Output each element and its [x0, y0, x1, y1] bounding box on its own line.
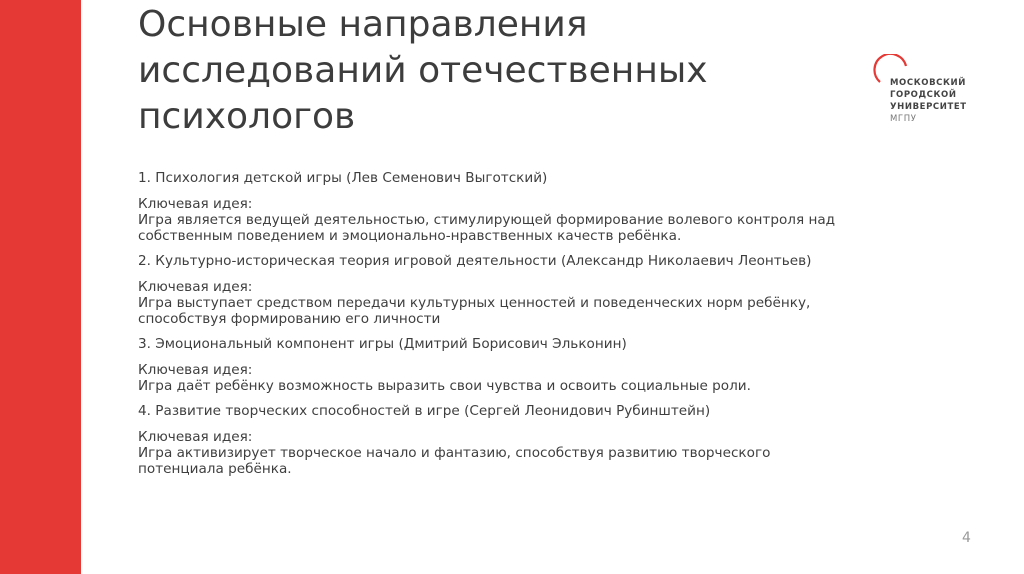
title-line-1: Основные направления [138, 4, 588, 45]
section-heading: 2. Культурно-историческая теория игровой деятельности (Александр Николаевич Леонтьев) [138, 253, 812, 269]
key-idea-label: Ключевая идея: [138, 429, 253, 445]
key-idea-label: Ключевая идея: [138, 362, 253, 378]
slide-content [138, 170, 838, 486]
key-idea-text: Игра является ведущей деятельностью, стимулирующей формирование волевого контроля над собственным поведением и эмоционально-нравственных качеств ребёнка. [138, 212, 836, 244]
page-number: 4 [962, 530, 971, 546]
section-heading: 4. Развитие творческих способностей в игре (Сергей Леонидович Рубинштейн) [138, 403, 711, 419]
section-vygotsky [138, 170, 838, 244]
key-idea-label: Ключевая идея: [138, 279, 253, 295]
section-rubinstein [138, 403, 838, 477]
key-idea-text: Игра даёт ребёнку возможность выразить свои чувства и освоить социальные роли. [138, 378, 751, 394]
section-heading: 3. Эмоциональный компонент игры (Дмитрий Борисович Эльконин) [138, 336, 627, 352]
title-line-3: психологов [138, 96, 356, 137]
section-leontiev [138, 253, 838, 327]
logo-line-2: ГОРОДСКОЙ [890, 90, 957, 100]
logo-line-1: МОСКОВСКИЙ [890, 78, 966, 88]
key-idea-label: Ключевая идея: [138, 196, 253, 212]
slide-title [138, 2, 838, 140]
logo-short-name: МГПУ [890, 114, 917, 124]
key-idea-text: Игра выступает средством передачи культурных ценностей и поведенческих норм ребёнку, способствуя формированию его личности [138, 295, 811, 327]
side-accent-bar [0, 0, 81, 574]
university-logo [872, 54, 992, 134]
title-line-2: исследований отечественных [138, 50, 708, 91]
section-heading: 1. Психология детской игры (Лев Семенович Выготский) [138, 170, 548, 186]
section-elkonin [138, 336, 838, 394]
logo-line-3: УНИВЕРСИТЕТ [890, 102, 967, 112]
key-idea-text: Игра активизирует творческое начало и фантазию, способствуя развитию творческого потенциала ребёнка. [138, 445, 771, 477]
